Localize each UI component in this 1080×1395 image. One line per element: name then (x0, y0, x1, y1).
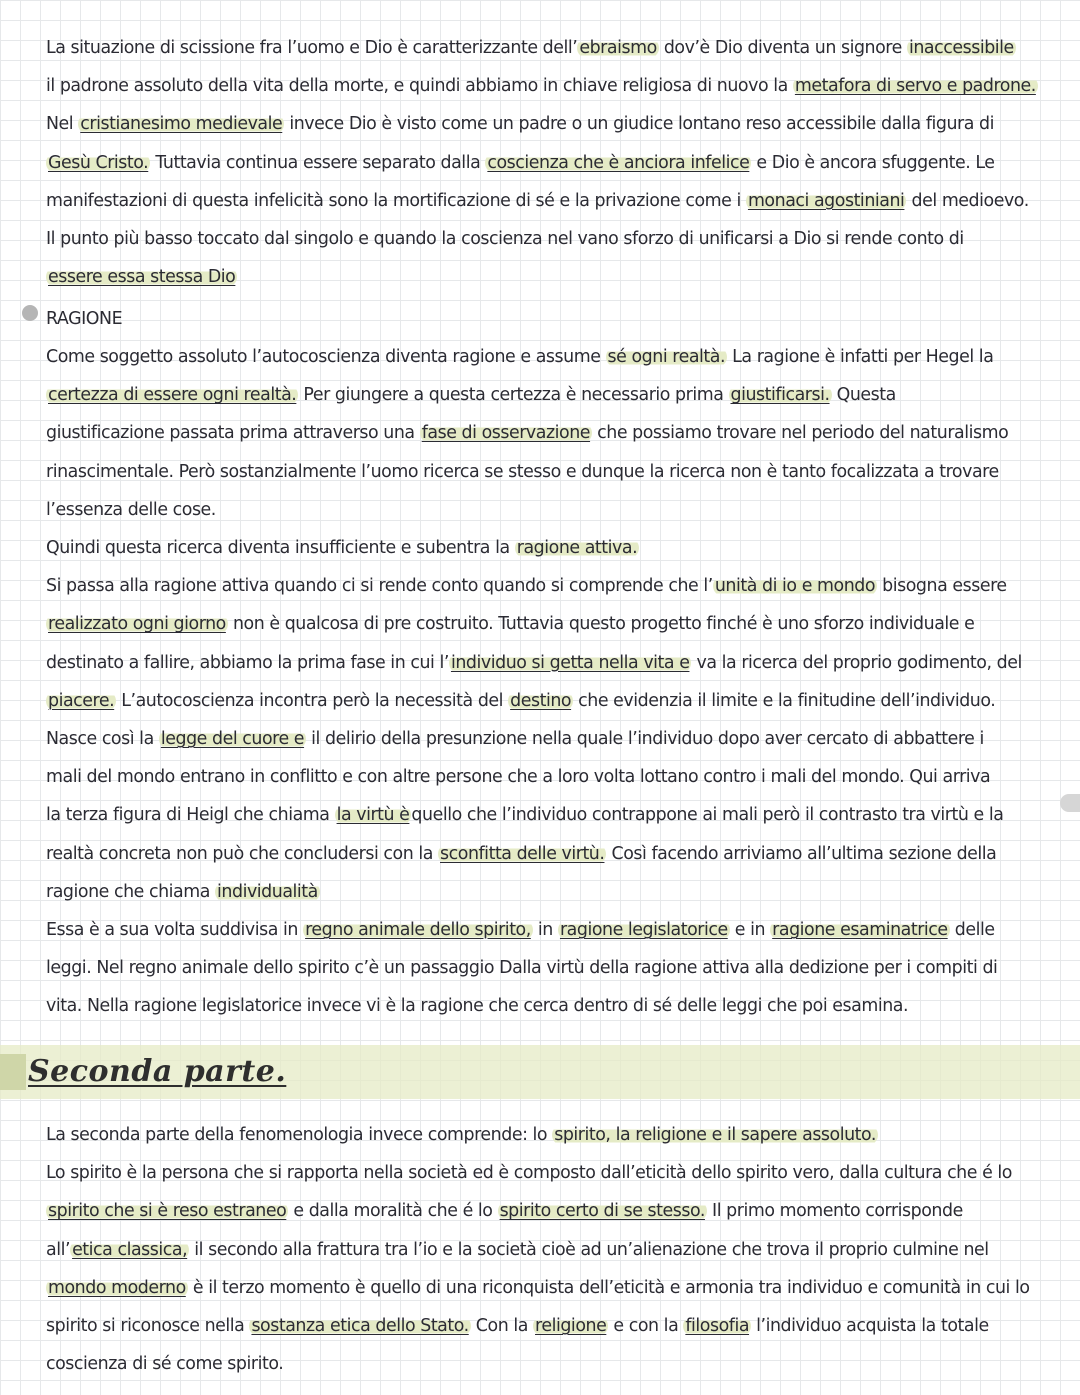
text-run: La seconda parte della fenomenologia invece comprende: lo (46, 1125, 553, 1145)
highlighted-phrase: sconfitta delle virtù. (440, 843, 605, 864)
edge-marker-icon (1060, 794, 1080, 812)
text-run: mali del mondo entrano in conflitto e con altre persone che a loro volta lottano contro i mali del mondo. Qui arriva (46, 767, 991, 788)
text-run: l’essenza delle cose. (46, 499, 216, 520)
text-run: Il primo momento corrisponde (706, 1201, 963, 1222)
highlighted-phrase: filosofia (685, 1316, 750, 1337)
text-line (46, 1345, 1056, 1383)
highlighted-phrase: ragione esaminatrice (772, 920, 948, 941)
highlighted-phrase: la virtù è (336, 805, 410, 826)
highlighted-phrase: mondo moderno (48, 1277, 186, 1298)
text-line (46, 682, 1056, 720)
text-run: all’ (46, 1239, 71, 1260)
text-run: del medioevo. (906, 190, 1029, 211)
text-run: Lo spirito è la persona che si rapporta nella società ed è composto dall’eticità dello spirito vero, dalla cultura che é lo (46, 1163, 1012, 1184)
text-line (46, 1269, 1056, 1307)
text-run: la terza figura di Heigl che chiama (46, 805, 335, 826)
paragraph-ragione (46, 338, 1056, 1026)
bullet-dot-icon (22, 305, 38, 321)
highlighted-phrase: legge del cuore e (160, 729, 305, 750)
text-run: Quindi questa ricerca diventa insufficiente e subentra la (46, 538, 515, 559)
text-run: vita. Nella ragione legislatorice invece vi è la ragione che cerca dentro di sé delle leggi che poi esamina. (46, 996, 909, 1017)
highlighted-phrase: ragione legislatorice (559, 920, 728, 941)
text-line (46, 644, 1056, 682)
text-run: e Dio è ancora sfuggente. Le (751, 152, 995, 173)
text-line (46, 182, 1056, 220)
text-run: Il punto più basso toccato dal singolo e quando la coscienza nel vano sforzo di unificarsi a Dio si rende conto di (46, 229, 964, 250)
highlighted-phrase: unità di io e mondo (714, 576, 876, 597)
highlighted-phrase: giustificarsi. (730, 385, 830, 406)
paragraph-coscienza-infelice (46, 29, 1056, 296)
text-run: manifestazioni di questa infelicità sono la mortificazione di sé e la privazione come i (46, 190, 746, 211)
text-run: rinascimentale. Però sostanzialmente l’uomo ricerca se stesso e dunque la ricerca non è tanto focalizzata a trovare (46, 461, 999, 482)
text-run: che evidenzia il limite e la finitudine dell’individuo. (573, 690, 996, 711)
highlighted-phrase: spirito che si è reso estraneo (48, 1201, 287, 1222)
text-line (46, 873, 1056, 911)
highlighted-phrase: coscienza che è anciora infelice (487, 152, 750, 173)
text-run: Così facendo arriviamo all’ultima sezione della (606, 843, 997, 864)
text-run: e con la (608, 1316, 684, 1337)
text-run: giustificazione passata prima attraverso una (46, 423, 420, 444)
text-run: L’autocoscienza incontra però la necessità del (116, 690, 509, 711)
text-run: è il terzo momento è quello di una riconquista dell’eticità e armonia tra individuo e comunità in cui lo (187, 1277, 1030, 1298)
text-run: La situazione di scissione fra l’uomo e Dio è caratterizzante dell’ (46, 38, 578, 58)
text-run: bisogna essere (877, 576, 1007, 597)
text-line (46, 758, 1056, 796)
text-run: quello che l’individuo contrappone ai mali però il contrasto tra virtù e la (411, 805, 1004, 826)
text-run: Come soggetto assoluto l’autocoscienza diventa ragione e assume (46, 347, 606, 367)
text-line (46, 220, 1056, 258)
paragraph-seconda-parte (46, 1116, 1056, 1383)
text-run: il delirio della presunzione nella quale l’individuo dopo aver cercato di abbattere i (306, 729, 984, 750)
text-run: ragione che chiama (46, 881, 216, 902)
text-line (46, 29, 1056, 67)
text-run: coscienza di sé come spirito. (46, 1354, 284, 1375)
text-line (46, 911, 1056, 949)
text-run: realtà concreta non può che concludersi con la (46, 843, 439, 864)
highlighted-phrase: regno animale dello spirito, (305, 920, 531, 941)
highlighted-phrase: piacere. (48, 690, 115, 711)
text-run: e in (729, 920, 771, 941)
highlighted-phrase: metafora di servo e padrone. (794, 76, 1036, 97)
text-line (46, 987, 1056, 1025)
text-run: spirito si riconosce nella (46, 1316, 250, 1337)
highlighted-phrase: certezza di essere ogni realtà. (48, 385, 297, 406)
highlighted-phrase: spirito, la religione e il sapere assoluto. (554, 1125, 877, 1145)
highlighted-phrase: realizzato ogni giorno (48, 614, 226, 635)
highlighted-phrase: inaccessibile (908, 38, 1014, 58)
text-line (46, 529, 1056, 567)
highlighted-phrase: sé ogni realtà. (607, 347, 726, 367)
text-line (46, 414, 1056, 452)
highlighted-phrase: spirito certo di se stesso. (499, 1201, 705, 1222)
text-line (46, 258, 1056, 296)
highlighted-phrase: Gesù Cristo. (48, 152, 149, 173)
heading-ragione-text: RAGIONE (46, 309, 123, 329)
text-run: La ragione è infatti per Hegel la (727, 347, 994, 367)
text-line (46, 1231, 1056, 1269)
highlighted-phrase: fase di osservazione (421, 423, 591, 444)
highlighted-phrase: individualità (217, 881, 318, 902)
text-run: Nel (46, 114, 79, 135)
text-line (46, 491, 1056, 529)
text-line (46, 338, 1056, 376)
text-run: in (532, 920, 558, 941)
highlighted-phrase: religione (535, 1316, 607, 1337)
section-title-seconda-parte: Seconda parte. (28, 1054, 287, 1089)
text-line (46, 1116, 1056, 1154)
text-run: destinato a fallire, abbiamo la prima fase in cui l’ (46, 652, 449, 673)
text-run: l’individuo acquista la totale (751, 1316, 989, 1337)
text-line (46, 1192, 1056, 1230)
text-line (46, 105, 1056, 143)
text-line (46, 67, 1056, 105)
text-line (46, 567, 1056, 605)
highlighted-phrase: individuo si getta nella vita e (450, 652, 690, 673)
text-run: va la ricerca del proprio godimento, del (691, 652, 1022, 673)
text-line (46, 144, 1056, 182)
text-run: dov’è Dio diventa un signore (658, 38, 907, 58)
text-line (46, 1307, 1056, 1345)
heading-ragione (46, 300, 1056, 338)
highlighted-phrase: ebraismo (579, 38, 657, 58)
text-line (46, 720, 1056, 758)
text-run: e dalla moralità che é lo (288, 1201, 498, 1222)
text-run: leggi. Nel regno animale dello spirito c’è un passaggio Dalla virtù della ragione attiva alla dedizione per i compiti di (46, 958, 998, 979)
text-run: Per giungere a questa certezza è necessario prima (298, 385, 729, 406)
text-line (46, 835, 1056, 873)
text-line (46, 605, 1056, 643)
highlighted-phrase: cristianesimo medievale (80, 114, 283, 135)
text-run: Nasce così la (46, 729, 159, 750)
text-line (46, 1154, 1056, 1192)
text-run: il padrone assoluto della vita della morte, e quindi abbiamo in chiave religiosa di nuovo la (46, 76, 793, 97)
text-run: Si passa alla ragione attiva quando ci si rende conto quando si comprende che l’ (46, 576, 713, 597)
highlighted-phrase: ragione attiva. (516, 538, 638, 559)
text-line (46, 949, 1056, 987)
text-run: che possiamo trovare nel periodo del naturalismo (592, 423, 1009, 444)
text-run: Con la (470, 1316, 534, 1337)
text-run: invece Dio è visto come un padre o un giudice lontano reso accessibile dalla figura di (284, 114, 995, 135)
highlighted-phrase: sostanza etica dello Stato. (251, 1316, 469, 1337)
text-run: Essa è a sua volta suddivisa in (46, 920, 304, 941)
highlighted-phrase: monaci agostiniani (747, 190, 905, 211)
text-line (46, 376, 1056, 414)
highlighted-phrase: etica classica, (72, 1239, 188, 1260)
text-run: non è qualcosa di pre costruito. Tuttavia questo progetto finché è uno sforzo individuale e (227, 614, 975, 635)
text-run: il secondo alla frattura tra l’io e la società cioè ad un’alienazione che trova il proprio culmine nel (189, 1239, 989, 1260)
text-line (46, 453, 1056, 491)
text-run: delle (949, 920, 995, 941)
text-run: Tuttavia continua essere separato dalla (150, 152, 486, 173)
highlighted-phrase: destino (510, 690, 572, 711)
title-band-edge (0, 1054, 26, 1090)
text-run: Questa (831, 385, 896, 406)
text-line (46, 796, 1056, 834)
highlighted-phrase: essere essa stessa Dio (48, 267, 236, 288)
